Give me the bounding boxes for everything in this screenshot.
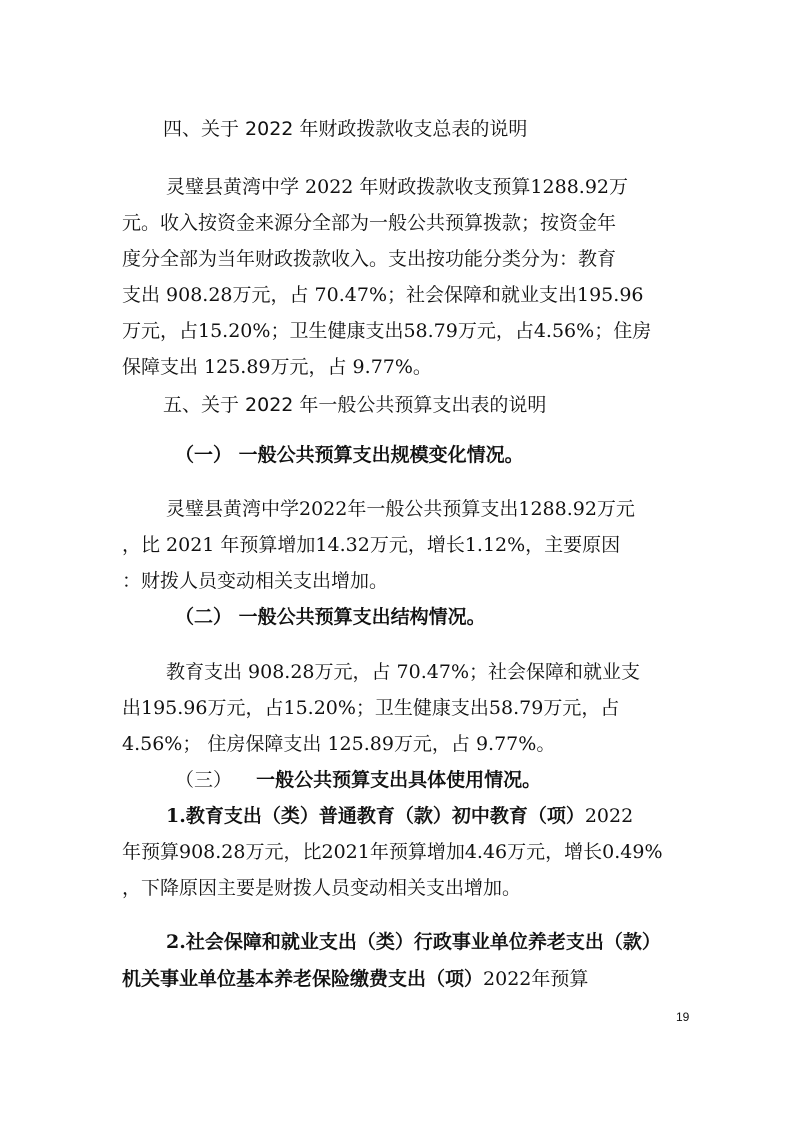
subsection-1-line-3: ：财拨人员变动相关支出增加。 [122,570,389,592]
subsection-1-line-2: ，比 2021 年预算增加14.32万元，增长1.12%，主要原因 [122,534,621,556]
section-4-line-5: 万元，占15.20%；卫生健康支出58.79万元，占4.56%；住房 [122,320,652,342]
section-4-line-1: 灵璧县黄湾中学 2022 年财政拨款收支预算1288.92万 [166,176,629,198]
section-4-line-4: 支出 908.28万元，占 70.47%；社会保障和就业支出195.96 [122,284,644,306]
item-2-line-2-rest: 2022年预算 [483,968,589,990]
item-2-line-1: 2.社会保障和就业支出（类）行政事业单位养老支出（款） [166,931,661,953]
subsection-2-line-3: 4.56%； 住房保障支出 125.89万元，占 9.77%。 [122,733,556,755]
subsection-1-heading: （一） 一般公共预算支出规模变化情况。 [175,444,524,466]
subsection-2-line-2: 出195.96万元，占15.20%；卫生健康支出58.79万元，占 [122,697,620,719]
section-4-line-2: 元。收入按资金来源分全部为一般公共预算拨款；按资金年 [122,212,617,234]
item-2-line-2 [122,970,588,989]
item-1-year: 2022 [584,805,634,827]
subsection-2-heading: （二） 一般公共预算支出结构情况。 [175,606,486,628]
subsection-3-title: 一般公共预算支出具体使用情况。 [256,769,542,791]
subsection-1-line-1: 灵璧县黄湾中学2022年一般公共预算支出1288.92万元 [166,498,635,520]
section-4-line-3: 度分全部为当年财政拨款收入。支出按功能分类分为：教育 [122,248,617,270]
item-1-title: 1.教育支出（类）普通教育（款）初中教育（项） [166,805,585,827]
item-1-line-2: 年预算908.28万元，比2021年预算增加4.46万元，增长0.49% [122,841,663,863]
subsection-3-prefix: （三） [175,769,233,791]
subsection-2-line-1: 教育支出 908.28万元，占 70.47%；社会保障和就业支 [166,661,641,683]
section-4-line-6: 保障支出 125.89万元，占 9.77%。 [122,356,432,378]
section-4-heading: 四、关于 2022 年财政拨款收支总表的说明 [163,118,528,140]
item-2-line-2-title: 机关事业单位基本养老保险缴费支出（项） [122,968,484,990]
subsection-3-heading [175,771,541,790]
item-1-title-line [166,807,633,826]
page-number: 19 [676,1010,690,1024]
section-5-heading: 五、关于 2022 年一般公共预算支出表的说明 [163,394,547,416]
item-1-line-3: ，下降原因主要是财拨人员变动相关支出增加。 [122,877,522,899]
